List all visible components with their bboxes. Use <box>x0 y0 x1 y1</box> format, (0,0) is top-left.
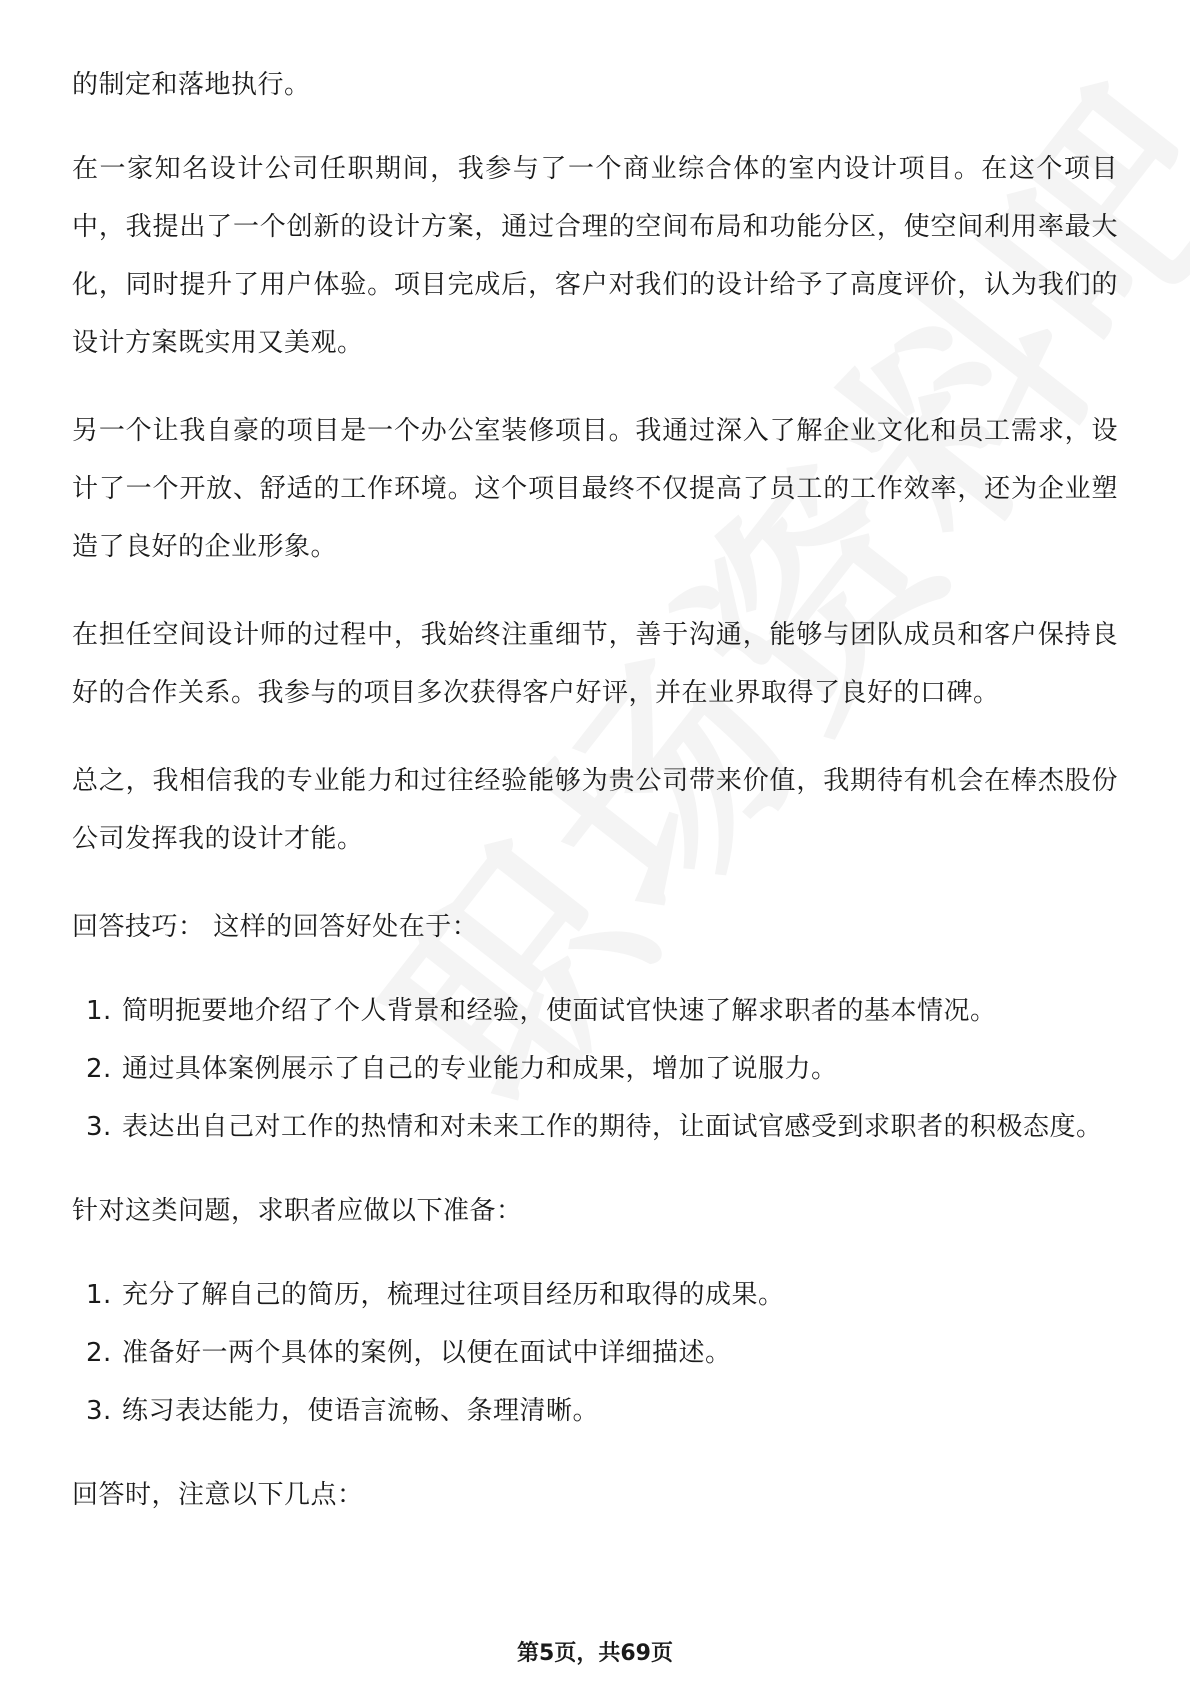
list-number: 3. <box>86 1112 112 1142</box>
list-number: 3. <box>86 1396 112 1426</box>
list-item <box>72 982 1118 1040</box>
list-number: 1. <box>86 996 112 1026</box>
list-number: 1. <box>86 1280 112 1310</box>
notes-heading: 回答时，注意以下几点： <box>72 1480 364 1510</box>
paragraph-continuation: 的制定和落地执行。 <box>72 70 311 100</box>
list-item <box>72 1266 1118 1324</box>
list-item-text: 表达出自己对工作的热情和对未来工作的期待，让面试官感受到求职者的积极态度。 <box>122 1112 1103 1142</box>
list-item <box>72 1040 1118 1098</box>
paragraph-work-style: 在担任空间设计师的过程中，我始终注重细节，善于沟通，能够与团队成员和客户保持良好的合作关系。我参与的项目多次获得客户好评，并在业界取得了良好的口碑。 <box>72 620 1118 708</box>
list-item-text: 充分了解自己的简历，梳理过往项目经历和取得的成果。 <box>122 1280 785 1310</box>
tips-list <box>72 982 1118 1156</box>
list-item-text: 练习表达能力，使语言流畅、条理清晰。 <box>122 1396 600 1426</box>
list-item <box>72 1324 1118 1382</box>
prep-list <box>72 1266 1118 1440</box>
paragraph-conclusion: 总之，我相信我的专业能力和过往经验能够为贵公司带来价值，我期待有机会在棒杰股份公司发挥我的设计才能。 <box>72 766 1118 854</box>
paragraph-commercial-project: 在一家知名设计公司任职期间，我参与了一个商业综合体的室内设计项目。在这个项目中，我提出了一个创新的设计方案，通过合理的空间布局和功能分区，使空间利用率最大化，同时提升了用户体验。项目完成后，客户对我们的设计给予了高度评价，认为我们的设计方案既实用又美观。 <box>72 154 1118 358</box>
prep-heading: 针对这类问题，求职者应做以下准备： <box>72 1196 523 1226</box>
paragraph-office-project: 另一个让我自豪的项目是一个办公室装修项目。我通过深入了解企业文化和员工需求，设计了一个开放、舒适的工作环境。这个项目最终不仅提高了员工的工作效率，还为企业塑造了良好的企业形象。 <box>72 416 1118 562</box>
list-item <box>72 1382 1118 1440</box>
list-item-text: 通过具体案例展示了自己的专业能力和成果，增加了说服力。 <box>122 1054 838 1084</box>
page-footer: 第5页，共69页 <box>517 1641 673 1666</box>
tips-heading: 回答技巧： 这样的回答好处在于： <box>72 912 479 942</box>
list-item-text: 简明扼要地介绍了个人背景和经验，使面试官快速了解求职者的基本情况。 <box>122 996 997 1026</box>
list-item <box>72 1098 1118 1156</box>
list-item-text: 准备好一两个具体的案例，以便在面试中详细描述。 <box>122 1338 732 1368</box>
page-content <box>72 56 1118 1550</box>
list-number: 2. <box>86 1338 112 1368</box>
list-number: 2. <box>86 1054 112 1084</box>
